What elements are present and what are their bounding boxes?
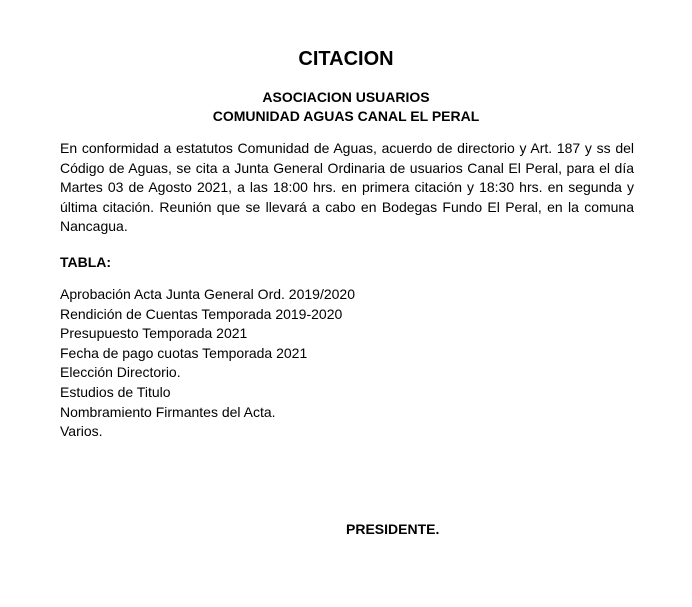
document-title: CITACION xyxy=(298,48,394,70)
organization-name-line-2: COMUNIDAD AGUAS CANAL EL PERAL xyxy=(212,108,480,124)
agenda-item: Presupuesto Temporada 2021 xyxy=(60,325,248,342)
agenda-item: Aprobación Acta Junta General Ord. 2019/2020 xyxy=(60,286,355,302)
agenda-item: Fecha de pago cuotas Temporada 2021 xyxy=(60,344,308,361)
agenda-list xyxy=(60,285,355,442)
agenda-heading: TABLA: xyxy=(60,254,112,270)
citation-body-paragraph: En conformidad a estatutos Comunidad de Aguas, acuerdo de directorio y Art. 187 y ss del Código de Aguas, se cita a Junta General Ordinaria de usuarios Canal El Peral, para el día Martes 03 de Agosto 2021, a las 18:00 hrs. en primera citación y 18:30 hrs. en segunda y última citación. Reunión que se llevará a cabo en Bodegas Fundo El Peral, en la comuna Nancagua. xyxy=(60,140,634,235)
signature-label: PRESIDENTE. xyxy=(346,521,440,537)
agenda-item: Estudios de Titulo xyxy=(60,383,171,400)
organization-name-line-1: ASOCIACION USUARIOS xyxy=(262,89,430,105)
agenda-item: Rendición de Cuentas Temporada 2019-2020 xyxy=(60,305,343,322)
agenda-item: Varios. xyxy=(60,423,103,440)
agenda-item: Nombramiento Firmantes del Acta. xyxy=(60,403,276,420)
agenda-item: Elección Directorio. xyxy=(60,364,181,381)
